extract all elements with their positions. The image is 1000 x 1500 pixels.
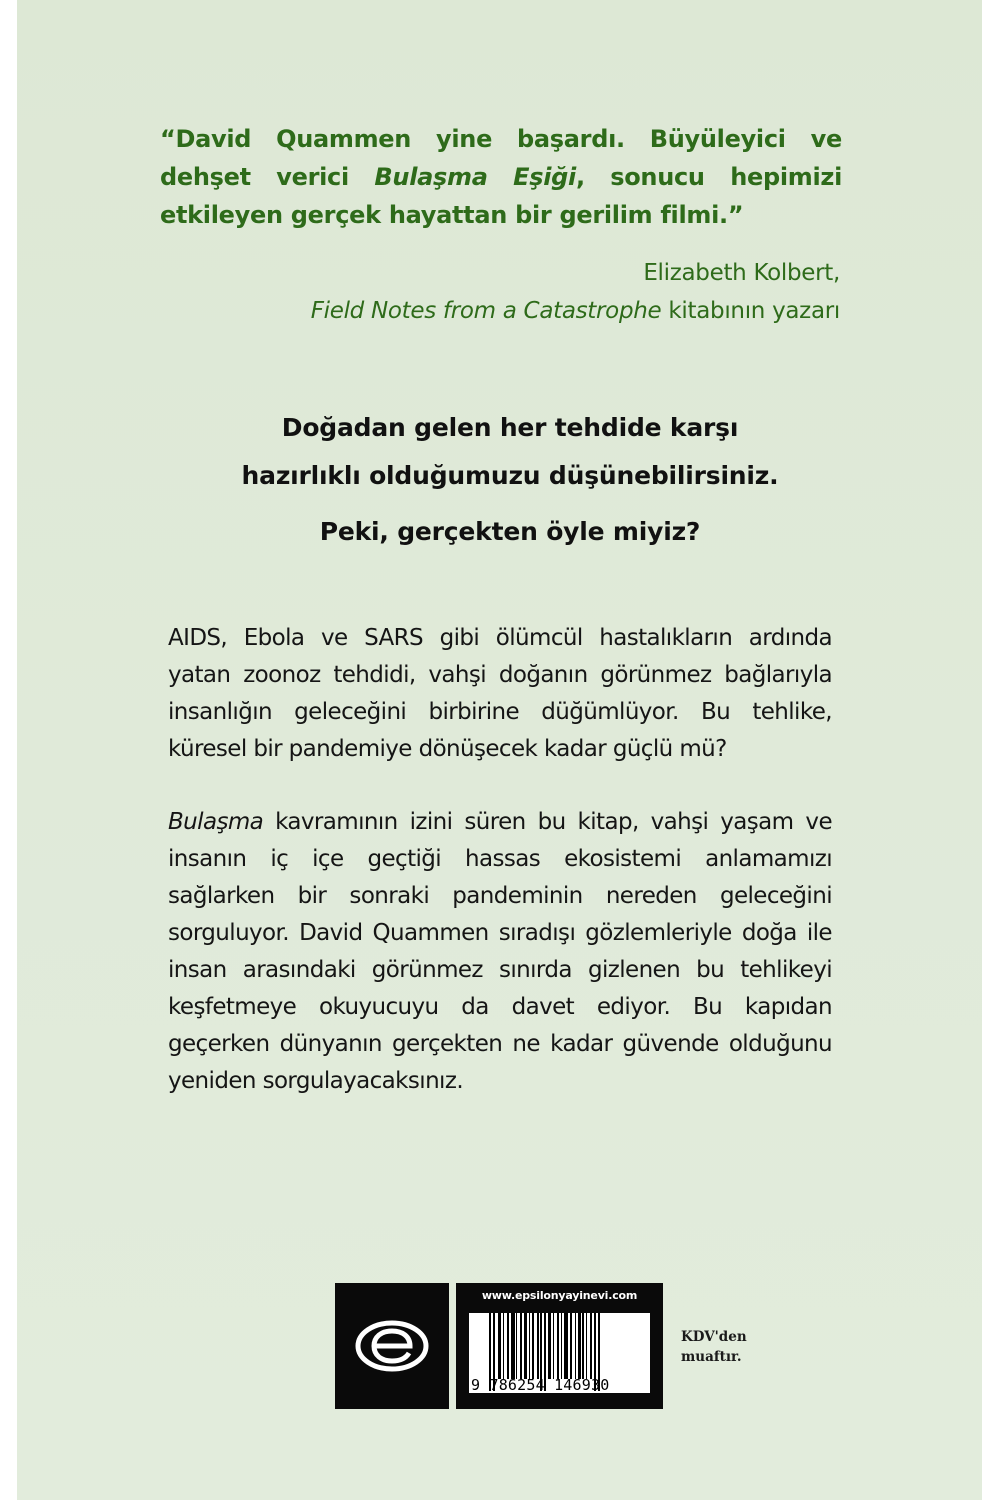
publisher-website: www.epsilonyayinevi.com bbox=[481, 1289, 638, 1302]
quote-close-mark: ” bbox=[727, 201, 744, 229]
tax-note-line-2: muaftır. bbox=[681, 1349, 742, 1365]
attribution-author: Elizabeth Kolbert, bbox=[643, 260, 840, 286]
quote-text-part2: , sonucu hepimizi etkileyen gerçek hayattan bir gerilim filmi. bbox=[160, 163, 843, 229]
headline-block bbox=[100, 404, 920, 552]
blurb-paragraph-1: AIDS, Ebola ve SARS gibi ölümcül hastalıkların ardında yatan zoonoz tehdidi, vahşi doğanın görünmez bağlarıyla insanlığın geleceğini birbirine düğümlüyor. Bu tehlike, küresel bir pandemiye dönüşecek kadar güçlü mü? bbox=[168, 625, 832, 762]
quote-open-mark: “ bbox=[160, 125, 176, 153]
isbn-number: 9 786254 146930 bbox=[471, 1376, 610, 1393]
blurb-paragraph-2-text: kavramının izini süren bu kitap, vahşi yaşam ve insanın iç içe geçtiği hassas ekosistemi anlamamızı sağlarken bir sonraki pandeminin nereden geleceğini sorguluyor. David Quammen sıradışı gözlemleriyle doğa ile insan arasındaki görünmez sınırda gizlenen bu tehlikeyi keşfetmeye okuyucuyu da davet ediyor. Bu kapıdan geçerken dünyanın gerçekten ne kadar güvende olduğunu yeniden sorgulayacaksınız. bbox=[168, 809, 832, 1094]
attribution-book-title: Field Notes from a Catastrophe bbox=[310, 298, 662, 324]
tax-note-line-1: KDV'den bbox=[681, 1329, 747, 1345]
tax-exemption-note bbox=[681, 1327, 747, 1367]
quote-text-part1: David Quammen yine başardı. Büyüleyici ve dehşet verici bbox=[160, 125, 842, 191]
barcode bbox=[469, 1313, 650, 1393]
headline-question: Peki, gerçekten öyle miyiz? bbox=[319, 517, 701, 546]
quote-book-title: Bulaşma Eşiği bbox=[374, 163, 576, 191]
attribution-credit bbox=[160, 292, 840, 330]
isbn-barcode-panel bbox=[456, 1283, 663, 1409]
attribution-suffix: kitabının yazarı bbox=[661, 298, 840, 324]
blurb-paragraph-2 bbox=[168, 804, 832, 1100]
epsilon-e-logo-icon bbox=[354, 1320, 430, 1372]
headline-line-1: Doğadan gelen her tehdide karşı bbox=[281, 413, 739, 442]
publisher-logo bbox=[335, 1283, 449, 1409]
endorsement-quote bbox=[160, 120, 842, 234]
quote-attribution bbox=[160, 254, 840, 330]
blurb-italic-term: Bulaşma bbox=[168, 809, 264, 835]
headline-line-2: hazırlıklı olduğumuzu düşünebilirsiniz. bbox=[241, 461, 779, 490]
